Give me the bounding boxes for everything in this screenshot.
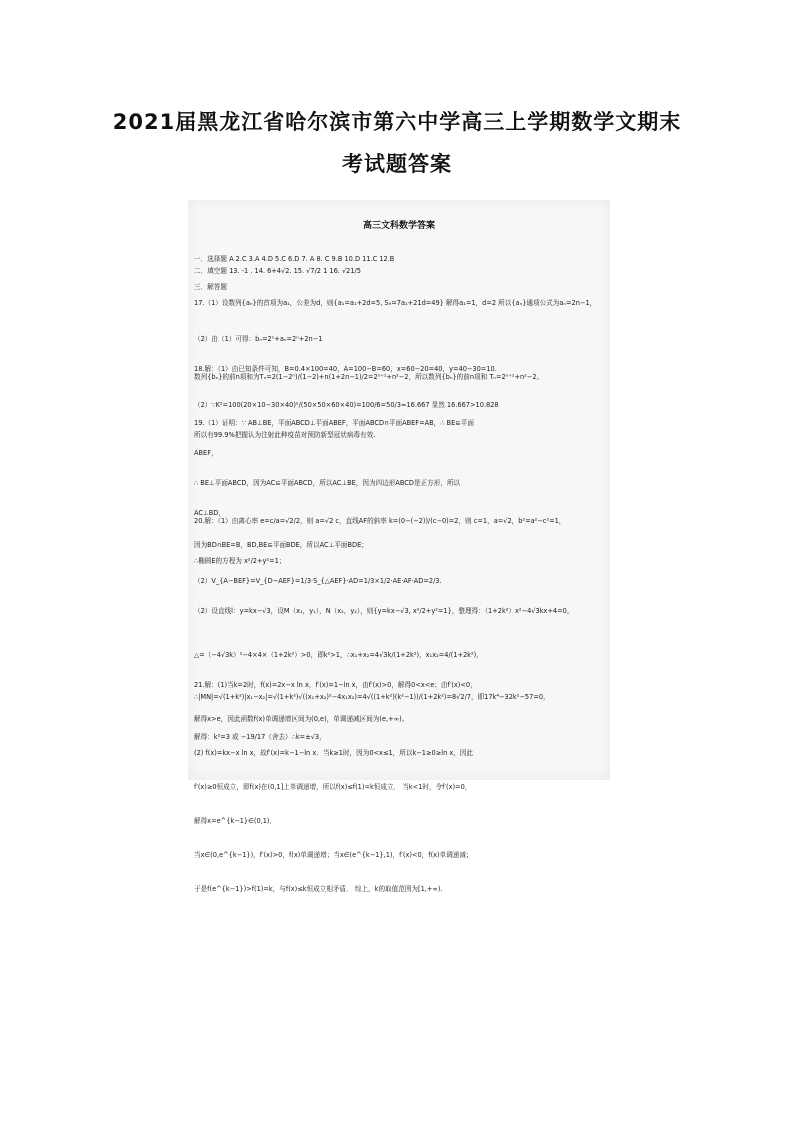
q19-line: ∴ BE⊥平面ABCD，因为AC⊆平面ABCD，所以AC⊥BE，因为四边形ABCD是正方形，所以 bbox=[194, 479, 461, 487]
q19-line: 因为BD∩BE=B，BD,BE⊆平面BDE，所以AC⊥平面BDE； bbox=[194, 541, 368, 549]
q19-line: 19.（1）证明：∵ AB⊥BE，平面ABCD⊥平面ABEF，平面ABCD∩平面ABEF=AB，∴ BE⊆平面 bbox=[194, 419, 474, 427]
scanned-answer-sheet bbox=[188, 200, 610, 893]
document-title-line-2: 考试题答案 bbox=[342, 152, 452, 176]
q18-line: （2）∵K²=100(20×10−30×40)²/(50×50×60×40)=100/6=50/3≈16.667 显然 16.667>10.828 bbox=[194, 401, 499, 409]
q17-line: 数列{bₙ}的前n项和为Tₙ=2(1−2ⁿ)/(1−2)+n(1+2n−1)/2=2ⁿ⁺¹+n²−2，所以数列{bₙ}的前n项和 Tₙ=2ⁿ⁺¹+n²−2。 bbox=[194, 373, 544, 381]
question-21 bbox=[194, 660, 606, 914]
q21-line: 解得x=e^{k−1}∈(0,1)． bbox=[194, 817, 277, 825]
q18-line: 18.解：（1）由已知条件可知，B=0.4×100=40，A=100−B=60，x=60−20=40，y=40−30=10. bbox=[194, 365, 497, 373]
document-title-line-1: 2021届黑龙江省哈尔滨市第六中学高三上学期数学文期末 bbox=[112, 110, 682, 134]
q20-line: ∴椭圆E的方程为 x²/2+y²=1； bbox=[194, 557, 286, 565]
q20-line: △=（−4√3k）²−4×4×（1+2k²）>0，即k²>1，∴x₁+x₂=4√3k/(1+2k²)，x₁x₂=4/(1+2k²)， bbox=[194, 651, 483, 659]
q20-line: 20.解：（1）由离心率 e=c/a=√2/2，则 a=√2 c，直线AF的斜率 k=(0−(−2))/(c−0)=2，则 c=1，a=√2，b²=a²−c²=1， bbox=[194, 517, 566, 525]
q17-line: （2）由（1）可得：bₙ=2ⁿ+aₙ=2ⁿ+2n−1 bbox=[194, 335, 323, 343]
q21-line: 21.解：(1)当k=2时，f(x)=2x−x ln x，f′(x)=1−ln x，由f′(x)>0，解得0<x<e；由f′(x)<0， bbox=[194, 681, 477, 689]
answer-section-heading-line: 三．解答题 bbox=[194, 283, 227, 291]
q21-line: f′(x)≥0恒成立，即f(x)在(0,1]上单调递增，所以f(x)≤f(1)=k恒成立． 当k<1时，令f′(x)=0， bbox=[194, 783, 472, 791]
q19-line: AC⊥BD， bbox=[194, 509, 225, 517]
q21-line: 于是f(e^{k−1})>f(1)=k，与f(x)≤k恒成立相矛盾． 综上，k的取值范围为[1,+∞). bbox=[194, 885, 443, 893]
q21-line: 解得x>e，因此函数f(x)单调递增区间为(0,e)，单调递减区间为(e,+∞)。 bbox=[194, 715, 409, 723]
answer-sheet-heading: 高三文科数学答案 bbox=[362, 221, 435, 231]
fill-answers-line: 二．填空题 13. -1 . 14. 6+4√2. 15. √7/2 1 16. √21/5 bbox=[194, 267, 361, 275]
choice-answers-line: 一．选择题 A 2.C 3.A 4.D 5.C 6.D 7. A 8. C 9.B 10.D 11.C 12.B bbox=[194, 255, 395, 263]
q21-line: 当x∈(0,e^{k−1})，f′(x)>0，f(x)单调递增；当x∈(e^{k−1},1)，f′(x)<0，f(x)单调递减； bbox=[194, 851, 473, 859]
q17-line: 17.（1）设数列{aₙ}的首项为a₁，公差为d，则{a₁=a₁+2d=5, S₉=7a₁+21d=49} 解得a₁=1，d=2 所以{aₙ}通项公式为aₙ=2n−1， bbox=[194, 299, 597, 307]
q20-line: ∴|MN|=√(1+k²)|x₁−x₂|=√(1+k²)√((x₁+x₂)²−4x₁x₂)=4√((1+k²)(k²−1))/(1+2k²)=8√2/7，即17k⁴−32k²−57=0， bbox=[194, 693, 550, 701]
q19-line: （2）V_{A−BEF}=V_{D−AEF}=1/3·S_{△AEF}·AD=1/3×1/2·AE·AF·AD=2/3. bbox=[194, 577, 442, 585]
q20-line: 解得：k²=3 或 −19/17（舍去）∴k=±√3， bbox=[194, 733, 326, 741]
q18-line: 所以有99.9%把握认为注射此种疫苗对预防新型冠状病毒有效. bbox=[194, 431, 376, 439]
q19-line: ABEF， bbox=[194, 449, 218, 457]
q21-line: (2) f(x)=kx−x ln x，故f′(x)=k−1−ln x．当k≥1时，因为0<x≤1，所以k−1≥0≥ln x，因此 bbox=[194, 749, 474, 757]
q20-line: （2）设直线l：y=kx−√3，设M（x₁，y₁），N（x₂，y₂），则{y=kx−√3, x²/2+y²=1}，整理得：（1+2k²）x²−4√3kx+4=0， bbox=[194, 607, 574, 615]
